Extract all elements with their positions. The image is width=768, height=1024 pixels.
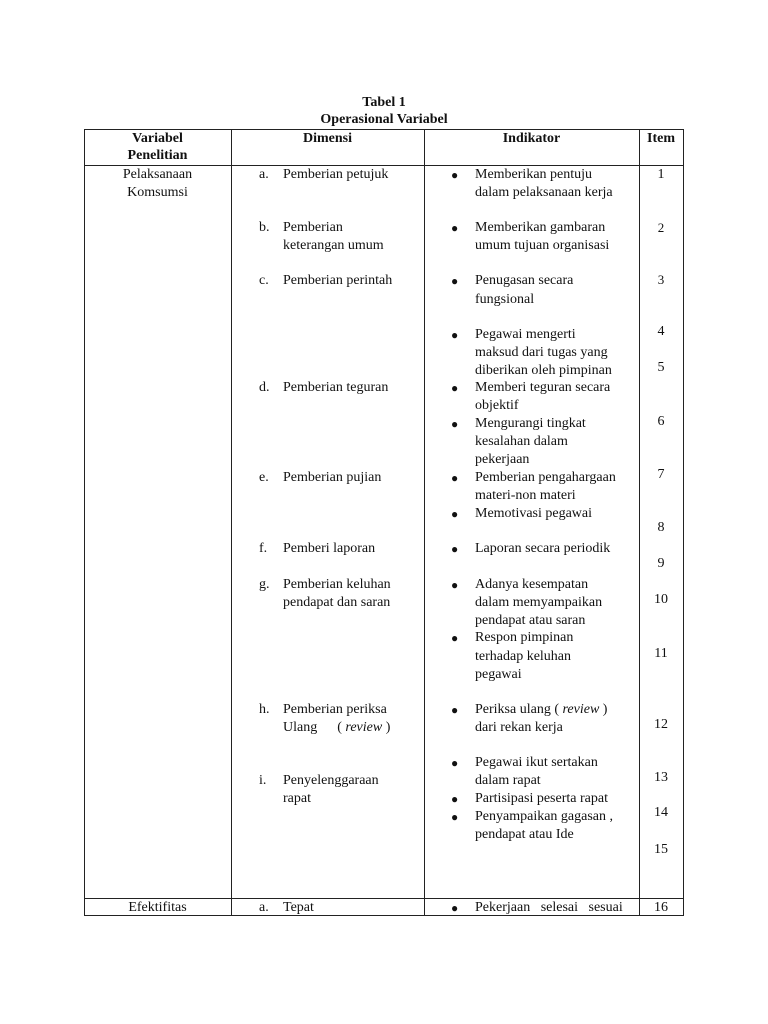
dimensi-i-line2: rapat [283, 791, 311, 806]
indikator-3-line2: fungsional [475, 292, 535, 307]
bullet-icon: ● [451, 542, 459, 556]
indikator-7-line1: Pemberian pengahargaan [475, 470, 616, 485]
indikator-6-line1: Mengurangi tingkat [475, 416, 586, 431]
column-divider-1 [231, 129, 232, 916]
indikator-5-line2: objektif [475, 398, 519, 413]
dimensi-c-label: c. [259, 273, 269, 288]
indikator-13-line2: dalam rapat [475, 773, 541, 788]
bullet-icon: ● [451, 168, 459, 182]
bullet-icon: ● [451, 274, 459, 288]
bullet-icon: ● [451, 756, 459, 770]
indikator-6-line2: kesalahan dalam [475, 434, 568, 449]
dimensi-h-paren-close: ) [382, 720, 391, 735]
table-title: Tabel 1 [362, 95, 406, 110]
bullet-icon: ● [451, 792, 459, 806]
bullet-icon: ● [451, 703, 459, 717]
dimensi-e-text: Pemberian pujian [283, 470, 382, 485]
indikator-4-line3: diberikan oleh pimpinan [475, 363, 612, 378]
indikator-2-line2: umum tujuan organisasi [475, 238, 610, 253]
dimensi-i-label: i. [259, 773, 267, 788]
dimensi-e-label: e. [259, 470, 269, 485]
indikator-1-line1: Memberikan pentuju [475, 167, 593, 182]
bullet-icon: ● [451, 471, 459, 485]
variabel-efektifitas: Efektifitas [128, 900, 187, 915]
dimensi-h-paren-open: ( [337, 720, 346, 735]
indikator-14-line1: Partisipasi peserta rapat [475, 791, 608, 806]
indikator-12-paren-close: ) [599, 702, 608, 717]
header-dimensi: Dimensi [303, 131, 352, 146]
item-number: 6 [657, 414, 665, 429]
item-number: 1 [657, 167, 665, 182]
indikator-4-line1: Pegawai mengerti [475, 327, 576, 342]
bullet-icon: ● [451, 328, 459, 342]
indikator-11-line1: Respon pimpinan [475, 630, 574, 645]
dimensi-a2-label: a. [259, 900, 269, 915]
variabel-pelaksanaan-line1: Pelaksanaan [122, 167, 193, 182]
dimensi-d-label: d. [259, 380, 270, 395]
indikator-4-line2: maksud dari tugas yang [475, 345, 608, 360]
indikator-15-line2: pendapat atau Ide [475, 827, 574, 842]
bullet-icon: ● [451, 381, 459, 395]
column-divider-2 [424, 129, 425, 916]
table-subtitle: Operasional Variabel [320, 112, 448, 127]
indikator-11-line3: pegawai [475, 667, 522, 682]
dimensi-d-text: Pemberian teguran [283, 380, 389, 395]
indikator-15-line1: Penyampaikan gagasan , [475, 809, 614, 824]
operasional-variabel-table [84, 129, 684, 916]
item-number: 12 [654, 717, 668, 732]
bullet-icon: ● [451, 507, 459, 521]
indikator-9-line1: Laporan secara periodik [475, 541, 611, 556]
bullet-icon: ● [451, 810, 459, 824]
item-number: 13 [654, 770, 668, 785]
dimensi-i-line1: Penyelenggaraan [283, 773, 379, 788]
indikator-12-line2: dari rekan kerja [475, 720, 563, 735]
indikator-11-line2: terhadap keluhan [475, 649, 572, 664]
item-number: 3 [657, 272, 665, 287]
header-variabel-line1: Variabel [132, 131, 183, 146]
indikator-2-line1: Memberikan gambaran [475, 220, 606, 235]
dimensi-g-label: g. [259, 577, 270, 592]
indikator-12-text: Periksa ulang ( [475, 702, 563, 717]
dimensi-c-text: Pemberian perintah [283, 273, 393, 288]
table-border-right [683, 129, 684, 916]
dimensi-b-line2: keterangan umum [283, 238, 384, 253]
dimensi-f-text: Pemberi laporan [283, 541, 376, 556]
item-number: 15 [654, 842, 668, 857]
indikator-8-line1: Memotivasi pegawai [475, 506, 593, 521]
dimensi-h-line1: Pemberian periksa [283, 702, 387, 717]
dimensi-h-ulang: Ulang [283, 720, 318, 735]
dimensi-g-line2: pendapat dan saran [283, 595, 391, 610]
item-number: 5 [657, 360, 665, 375]
header-item: Item [647, 131, 675, 146]
dimensi-h-line2 [283, 719, 390, 737]
indikator-3-line1: Penugasan secara [475, 273, 574, 288]
indikator-10-line3: pendapat atau saran [475, 613, 586, 628]
column-divider-3 [639, 129, 640, 916]
indikator-12-line1 [475, 701, 607, 719]
dimensi-a-label: a. [259, 167, 269, 182]
dimensi-a-text: Pemberian petujuk [283, 167, 389, 182]
indikator-10-line1: Adanya kesempatan [475, 577, 589, 592]
dimensi-a2-text: Tepat [283, 900, 314, 915]
dimensi-f-label: f. [259, 541, 268, 556]
table-border-left [84, 129, 85, 916]
item-number: 10 [654, 592, 668, 607]
indikator-5-line1: Memberi teguran secara [475, 380, 611, 395]
item-number: 16 [654, 900, 668, 915]
indikator-12-review: review [562, 702, 600, 717]
header-indikator: Indikator [502, 131, 561, 146]
item-number: 8 [657, 520, 665, 535]
indikator-6-line3: pekerjaan [475, 452, 530, 467]
dimensi-b-label: b. [259, 220, 270, 235]
bullet-icon: ● [451, 417, 459, 431]
indikator-13-line1: Pegawai ikut sertakan [475, 755, 598, 770]
item-number: 7 [657, 467, 665, 482]
item-number: 2 [657, 220, 665, 235]
bullet-icon: ● [451, 221, 459, 235]
dimensi-h-review: review [345, 720, 383, 735]
item-number: 14 [654, 805, 668, 820]
header-variabel-line2: Penelitian [127, 148, 188, 163]
indikator-7-line2: materi-non materi [475, 488, 576, 503]
bullet-icon: ● [451, 901, 459, 915]
dimensi-h-label: h. [259, 702, 270, 717]
indikator-1-line2: dalam pelaksanaan kerja [475, 185, 613, 200]
indikator-10-line2: dalam memyampaikan [475, 595, 603, 610]
variabel-pelaksanaan-line2: Komsumsi [127, 185, 188, 200]
item-number: 11 [654, 646, 668, 661]
item-number: 9 [657, 556, 665, 571]
bullet-icon: ● [451, 631, 459, 645]
item-number: 4 [657, 324, 665, 339]
indikator-16-line1: Pekerjaan selesai sesuai [475, 900, 623, 915]
bullet-icon: ● [451, 578, 459, 592]
dimensi-b-line1: Pemberian [283, 220, 343, 235]
dimensi-g-line1: Pemberian keluhan [283, 577, 391, 592]
